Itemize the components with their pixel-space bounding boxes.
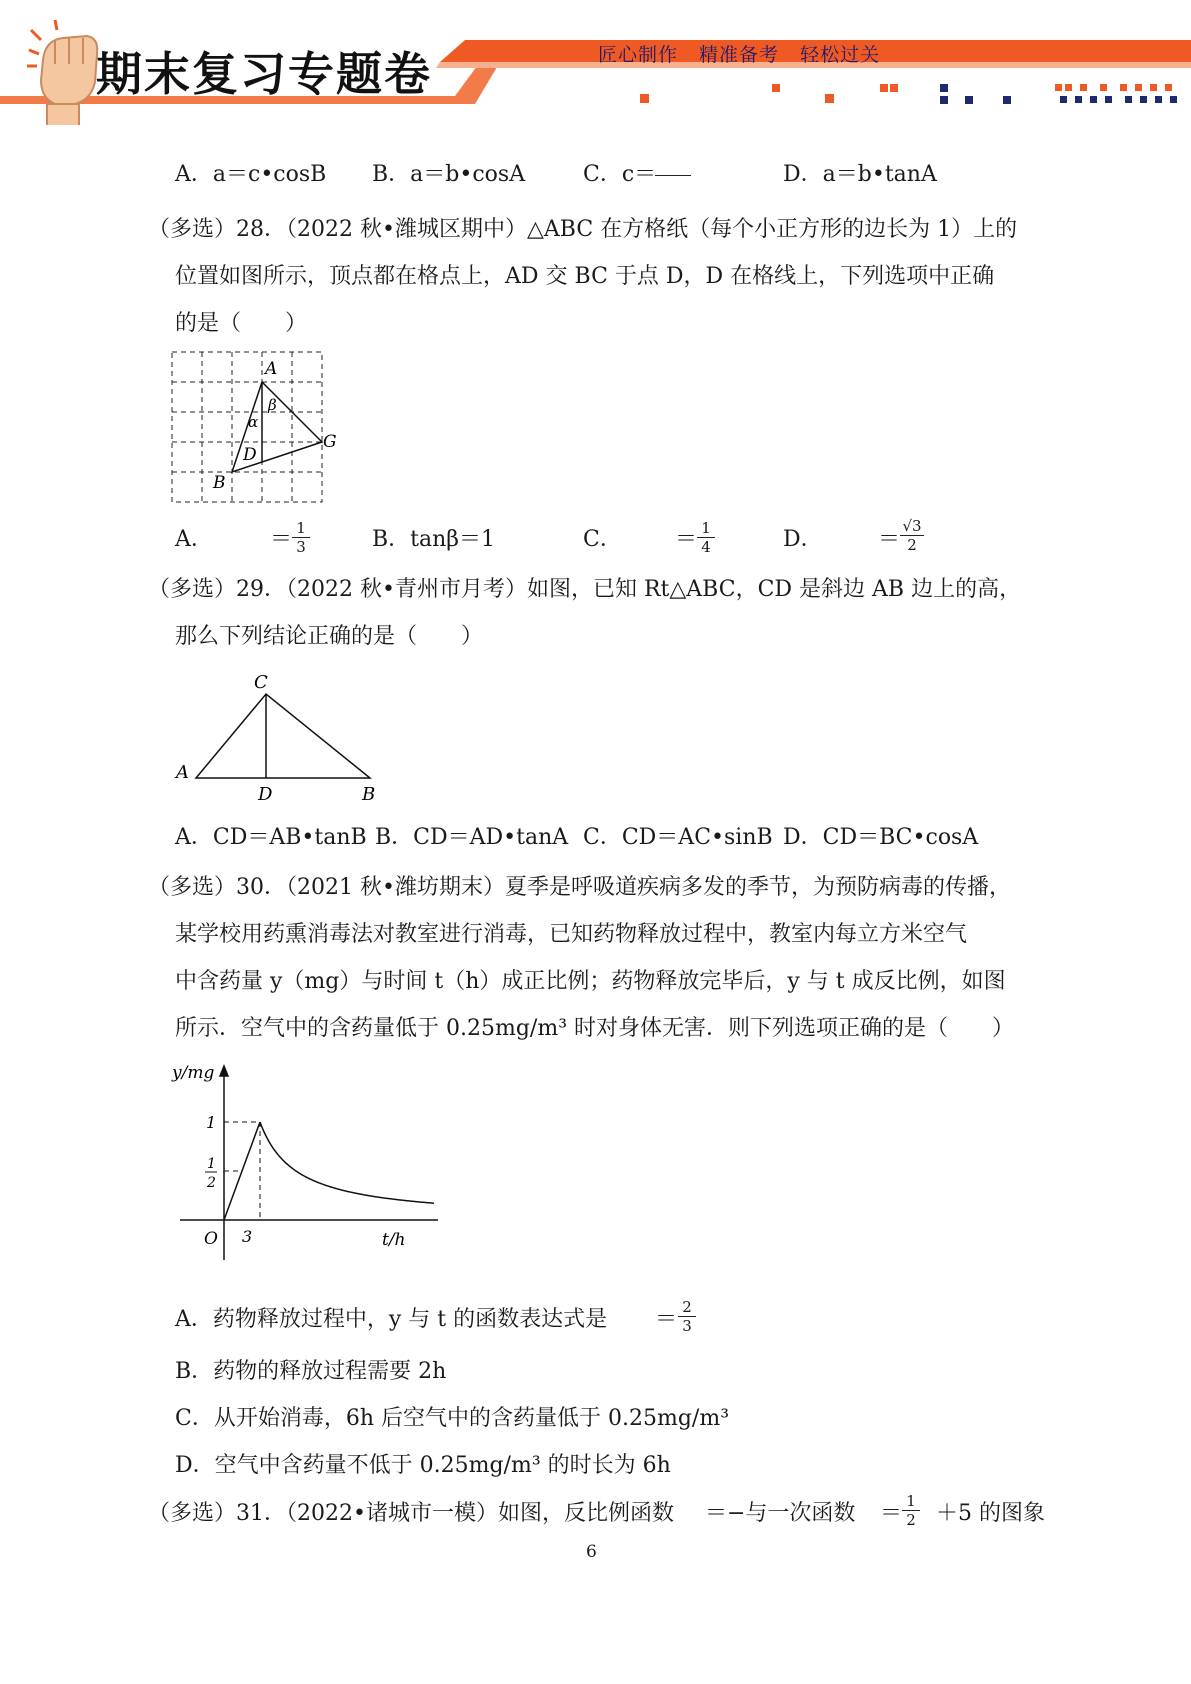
q28-option-a: A．: [175, 527, 213, 552]
q29-option-d: D．CD＝BC•cosA: [783, 825, 979, 850]
q27-option-c: C．c＝: [583, 162, 657, 187]
q30-rising-segment: [224, 1122, 260, 1220]
q28-label-beta: β: [268, 396, 277, 414]
q29-label-b: B: [362, 784, 376, 802]
q28-label-g: G: [323, 432, 337, 452]
q29-line-1: （多选）29．（2022 秋•青州市月考）如图，已知 Rt△ABC，CD 是斜边 AB 边上的高，: [148, 577, 1022, 602]
q28-option-d-den: 2: [907, 536, 917, 554]
header-title: 期末复习专题卷: [96, 47, 432, 101]
q30-option-a: A．药物释放过程中，y 与 t 的函数表达式是: [175, 1307, 608, 1332]
q28-option-c-eq: ＝: [675, 527, 698, 552]
q28-option-c: C．: [583, 527, 622, 552]
q27-option-b: B．a＝b•cosA: [372, 162, 526, 187]
q30-line-1: （多选）30．（2021 秋•潍坊期末）夏季是呼吸道疾病多发的季节，为预防病毒的传播，: [148, 875, 1011, 900]
q31-fraction-den: 2: [906, 1511, 916, 1529]
q30-option-a-num: 2: [682, 1298, 692, 1316]
page-header: [0, 0, 1191, 125]
q28-label-a: A: [265, 359, 278, 379]
q30-option-a-den: 3: [682, 1317, 692, 1335]
q28-option-c-den: 4: [701, 538, 711, 556]
q28-grid-figure: [165, 348, 345, 508]
q28-option-d-fraction: [900, 518, 924, 553]
q28-option-c-fraction: [697, 520, 715, 555]
q28-label-alpha: α: [248, 413, 259, 431]
q30-line-2: 某学校用药熏消毒法对教室进行消毒，已知药物释放过程中，教室内每立方米空气: [175, 922, 968, 947]
q30-xlabel: t/h: [382, 1230, 406, 1250]
q30-ytick-half-den: 2: [207, 1175, 216, 1191]
q28-option-d-eq: ＝: [878, 527, 901, 552]
q29-option-c: C．CD＝AC•sinB: [583, 825, 773, 850]
q30-decay-curve: [260, 1122, 434, 1203]
q30-function-graph: [170, 1060, 450, 1265]
q31-line-1a: （多选）31．（2022•诸城市一模）如图，反比例函数: [148, 1501, 674, 1526]
q29-option-b: B．CD＝AD•tanA: [375, 825, 569, 850]
q29-option-a: A．CD＝AB•tanB: [175, 825, 367, 850]
q28-option-a-eq: ＝: [270, 527, 293, 552]
q28-option-b: B．tanβ＝1: [372, 527, 496, 552]
q30-line-3: 中含药量 y（mg）与时间 t（h）成正比例；药物释放完毕后，y 与 t 成反比例，如图: [175, 969, 1006, 994]
q28-option-a-num: 1: [296, 519, 306, 537]
q31-fraction: [902, 1493, 920, 1528]
fist-icon: [27, 20, 97, 125]
q30-option-b: B．药物的释放过程需要 2h: [175, 1359, 447, 1384]
q28-option-a-fraction: [292, 520, 310, 555]
q28-label-d: D: [243, 445, 257, 465]
q29-label-c: C: [254, 672, 268, 693]
q28-option-d: D．: [783, 527, 823, 552]
q28-label-b: B: [213, 473, 226, 493]
q30-option-c: C．从开始消毒，6h 后空气中的含药量低于 0.25mg/m³: [175, 1406, 730, 1431]
q30-ytick-1: 1: [206, 1113, 217, 1132]
q28-option-a-den: 3: [296, 538, 306, 556]
q31-line-1c: ＝: [880, 1501, 903, 1526]
q29-triangle-figure: [170, 672, 390, 802]
q30-y-arrow: [220, 1066, 228, 1076]
q30-xtick-3: 3: [242, 1227, 253, 1246]
q30-ytick-half-num: 1: [207, 1156, 216, 1172]
q29-label-a: A: [176, 762, 189, 783]
q28-option-d-num: √3: [902, 517, 922, 535]
q30-option-a-eq: ＝: [655, 1307, 678, 1332]
q31-line-1d: ＋5 的图象: [936, 1501, 1045, 1526]
header-slogan: 匠心制作 精准备考 轻松过关: [598, 44, 881, 66]
q27-fraction-bar: [655, 175, 691, 176]
q31-line-1b: ＝−与一次函数: [705, 1501, 856, 1526]
q30-option-d: D．空气中含药量不低于 0.25mg/m³ 的时长为 6h: [175, 1453, 671, 1478]
q30-ylabel: y/mg: [172, 1063, 215, 1083]
q28-line-3: 的是（ ）: [175, 311, 308, 336]
q31-fraction-num: 1: [906, 1492, 916, 1510]
q29-line-2: 那么下列结论正确的是（ ）: [175, 624, 484, 649]
page-number: 6: [586, 1542, 597, 1562]
q27-option-a: A．a＝c•cosB: [175, 162, 327, 187]
q30-line-4: 所示．空气中的含药量低于 0.25mg/m³ 时对身体无害．则下列选项正确的是（ ）: [175, 1016, 1015, 1041]
q27-option-d: D．a＝b•tanA: [783, 162, 937, 187]
q28-option-c-num: 1: [701, 519, 711, 537]
q28-line-2: 位置如图所示，顶点都在格点上，AD 交 BC 于点 D，D 在格线上，下列选项中正确: [175, 264, 995, 289]
q29-label-d: D: [258, 784, 273, 802]
q30-option-a-fraction: [678, 1299, 696, 1334]
q30-origin: O: [204, 1229, 218, 1249]
q28-line-1: （多选）28．（2022 秋•潍城区期中）△ABC 在方格纸（每个小正方形的边长为 1）上的: [148, 217, 1018, 242]
